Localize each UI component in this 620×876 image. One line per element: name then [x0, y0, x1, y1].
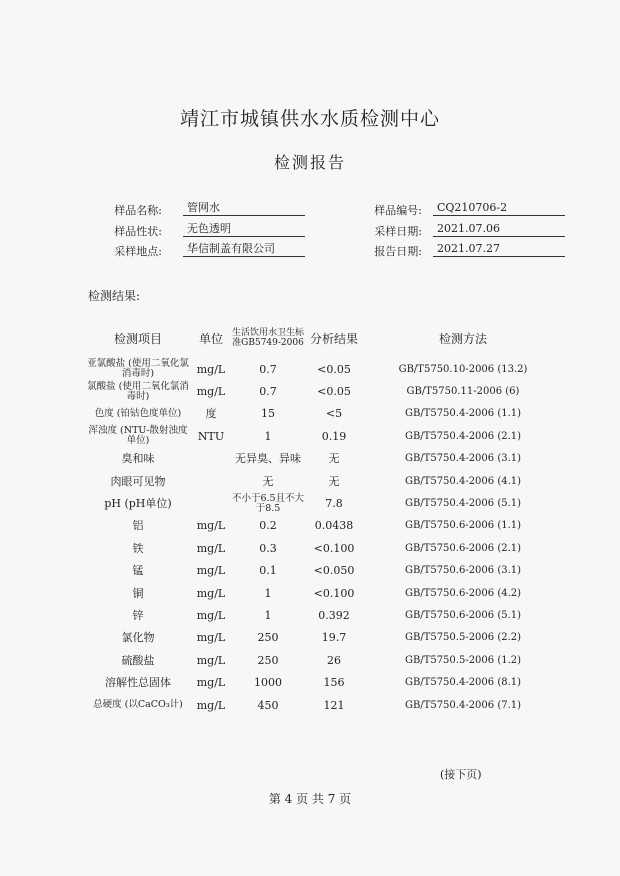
table-row: [84, 604, 564, 626]
table-row: [84, 515, 564, 537]
row-item: 氯酸盐 (使用二氧化氯消毒时): [87, 380, 189, 402]
table-row: [84, 358, 564, 380]
sampling-site-value: 华信制盖有限公司: [183, 242, 305, 257]
row-unit: mg/L: [196, 385, 226, 399]
row-method: GB/T5750.11-2006 (6): [406, 386, 520, 398]
row-unit: NTU: [197, 429, 225, 443]
row-unit: mg/L: [196, 586, 226, 600]
row-item: 铁: [132, 541, 144, 555]
row-standard: 1: [264, 608, 272, 622]
row-method: GB/T5750.4-2006 (1.1): [404, 408, 522, 420]
row-unit: mg/L: [196, 564, 226, 578]
row-unit: mg/L: [196, 519, 226, 533]
table-row: [84, 649, 564, 671]
row-item: 臭和味: [121, 452, 155, 466]
row-standard: 0.3: [259, 541, 277, 555]
header-item: 检测项目: [113, 331, 162, 346]
row-standard: 无异臭、异味: [235, 452, 301, 466]
row-result: 0.0438: [314, 519, 354, 533]
row-method: GB/T5750.6-2006 (4.2): [404, 587, 522, 599]
table-row: [84, 671, 564, 693]
row-standard: 0.7: [259, 385, 277, 399]
row-item: 硫酸盐: [121, 653, 155, 667]
table-row: [84, 537, 564, 559]
sampling-date-value: 2021.07.06: [433, 222, 565, 237]
row-unit: [192, 492, 230, 514]
row-item: 肉眼可见物: [110, 474, 166, 488]
row-standard: 0.1: [259, 564, 277, 578]
table-row: [84, 694, 564, 716]
row-method: GB/T5750.6-2006 (2.1): [404, 542, 522, 554]
row-item: 溶解性总固体: [105, 676, 171, 690]
row-unit: mg/L: [196, 631, 226, 645]
row-standard: 450: [257, 698, 279, 712]
row-method: GB/T5750.4-2006 (8.1): [404, 677, 522, 689]
row-standard: 1: [264, 429, 272, 443]
header-unit: 单位: [198, 331, 223, 346]
row-result: <0.050: [313, 564, 355, 578]
row-result: <5: [325, 407, 343, 421]
row-result: 0.19: [321, 429, 347, 443]
table-row: [84, 448, 564, 470]
report-date-label: 报告日期:: [374, 245, 422, 258]
row-result: 26: [327, 653, 341, 667]
row-result: <0.100: [313, 586, 355, 600]
row-method: GB/T5750.6-2006 (1.1): [404, 520, 522, 532]
row-item: 氯化物: [121, 631, 155, 645]
sample-no-label: 样品编号:: [374, 204, 422, 217]
sampling-date-label: 采样日期:: [374, 225, 422, 238]
row-item: 浑浊度 (NTU-散射浊度单位): [88, 425, 188, 447]
row-unit: 度: [205, 407, 217, 421]
row-item: pH (pH单位): [104, 497, 172, 511]
row-method: GB/T5750.4-2006 (3.1): [404, 453, 522, 465]
row-standard: 不小于6.5且不大于8.5: [231, 492, 305, 514]
row-standard: 1000: [254, 676, 282, 690]
row-result: 19.7: [321, 631, 347, 645]
sampling-site-label: 采样地点:: [114, 245, 162, 258]
table-row: [84, 425, 564, 447]
report-title: 检测报告: [273, 153, 346, 172]
row-item: 锰: [132, 564, 144, 578]
header-method: 检测方法: [438, 331, 487, 346]
row-result: <0.100: [313, 541, 355, 555]
row-standard: 250: [257, 653, 279, 667]
header-standard: 生活饮用水卫生标准GB5749-2006: [231, 328, 304, 348]
row-method: GB/T5750.10-2006 (13.2): [398, 363, 528, 375]
table-row: [84, 582, 564, 604]
row-result: 无: [328, 474, 340, 488]
row-standard: 250: [257, 631, 279, 645]
row-standard: 15: [261, 407, 275, 421]
organization-name: 靖江市城镇供水水质检测中心: [179, 108, 440, 130]
row-unit: mg/L: [196, 362, 226, 376]
row-unit: mg/L: [196, 541, 226, 555]
row-standard: 无: [262, 474, 274, 488]
row-method: GB/T5750.4-2006 (2.1): [404, 430, 522, 442]
row-standard: 1: [264, 586, 272, 600]
row-unit: mg/L: [196, 698, 226, 712]
row-item: 色度 (铂钴色度单位): [94, 407, 182, 419]
row-unit: [192, 448, 230, 470]
row-result: <0.05: [317, 385, 351, 399]
row-standard: 0.7: [259, 362, 277, 376]
row-item: 亚氯酸盐 (使用二氧化氯消毒时): [87, 358, 189, 380]
row-unit: mg/L: [196, 653, 226, 667]
row-item: 锌: [132, 608, 144, 622]
row-method: GB/T5750.4-2006 (5.1): [404, 498, 522, 510]
continued-note: (接下页): [440, 768, 482, 781]
table-row: [84, 492, 564, 514]
row-item: 铝: [132, 519, 144, 533]
row-method: GB/T5750.6-2006 (3.1): [404, 565, 522, 577]
row-result: 0.392: [318, 608, 350, 622]
row-result: 7.8: [325, 497, 343, 511]
sample-name-value: 管网水: [183, 201, 305, 216]
sample-nature-value: 无色透明: [183, 222, 305, 237]
sample-name-label: 样品名称:: [114, 204, 162, 217]
row-method: GB/T5750.4-2006 (7.1): [404, 699, 522, 711]
row-unit: [192, 470, 230, 492]
row-method: GB/T5750.5-2006 (1.2): [404, 654, 522, 666]
sample-no-value: CQ210706-2: [433, 201, 565, 216]
table-row: [84, 560, 564, 582]
results-table: [84, 318, 564, 716]
table-row: [84, 403, 564, 425]
header-result: 分析结果: [309, 331, 358, 346]
table-row: [84, 470, 564, 492]
row-item: 总硬度 (以CaCO₃计): [93, 699, 183, 711]
row-unit: mg/L: [196, 608, 226, 622]
report-date-value: 2021.07.27: [433, 242, 565, 257]
row-unit: mg/L: [196, 676, 226, 690]
table-row: [84, 380, 564, 402]
page-number: 第 4 页 共 7 页: [268, 792, 352, 806]
row-result: 156: [323, 676, 345, 690]
row-result: 无: [328, 452, 340, 466]
row-item: 铜: [132, 586, 144, 600]
table-header-row: [84, 318, 564, 358]
row-standard: 0.2: [259, 519, 277, 533]
row-result: <0.05: [317, 362, 351, 376]
row-method: GB/T5750.5-2006 (2.2): [404, 632, 522, 644]
results-section-label: 检测结果:: [88, 289, 141, 303]
row-method: GB/T5750.6-2006 (5.1): [404, 609, 522, 621]
sample-nature-label: 样品性状:: [114, 225, 162, 238]
table-row: [84, 627, 564, 649]
row-method: GB/T5750.4-2006 (4.1): [404, 475, 522, 487]
row-result: 121: [323, 698, 345, 712]
